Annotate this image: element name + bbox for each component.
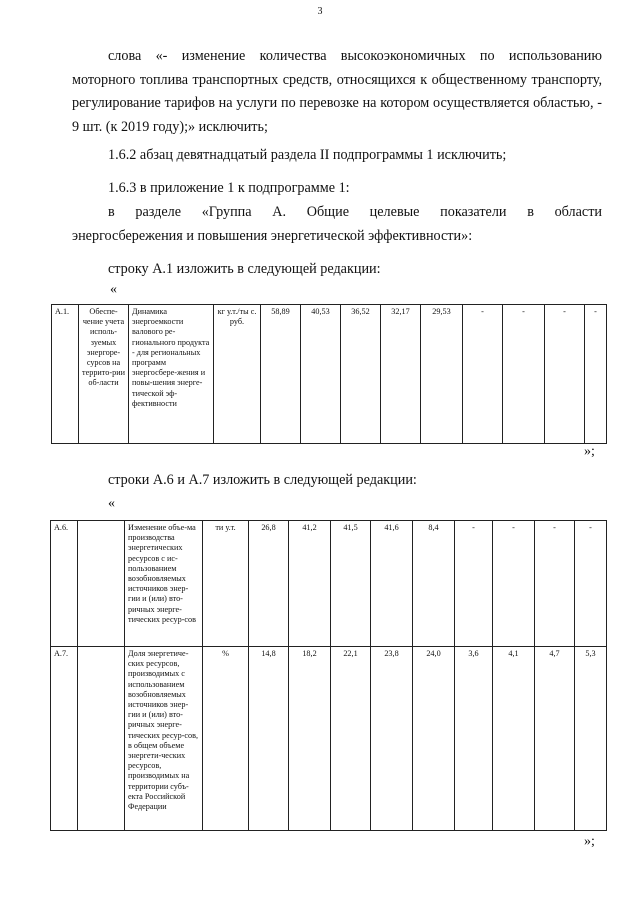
value-cell: 24,0 xyxy=(413,647,455,831)
word: Общие xyxy=(306,204,349,220)
word: области xyxy=(554,204,602,220)
row-indicator: Доля энергетиче-ских ресурсов, производимых с использованием возобновляемых источников энер-гии и (или) вто-ричных энерге-тических ресур-сов, в общем объеме энергети-ческих ресурсов, производимых на территории субъ-екта Российской Федерации xyxy=(125,647,203,831)
row-indicator: Динамика энергоемкости валового ре-гионального продукта - для региональных программ энергосбере-жения и повы-шения энерге-тической эф-фективности xyxy=(129,305,214,444)
value-cell: - xyxy=(575,521,607,647)
value-cell: - xyxy=(535,521,575,647)
value-cell: 18,2 xyxy=(289,647,331,831)
value-cell: - xyxy=(463,305,503,444)
value-cell: 14,8 xyxy=(249,647,289,831)
table-row xyxy=(51,521,607,647)
table-row-a1 xyxy=(51,304,607,444)
value-cell: 58,89 xyxy=(261,305,301,444)
row-code: А.6. xyxy=(51,521,78,647)
table-row xyxy=(51,647,607,831)
paragraph-1-6-3: 1.6.3 в приложение 1 к подпрограмме 1: xyxy=(108,180,350,196)
value-cell: - xyxy=(545,305,585,444)
value-cell: 41,6 xyxy=(371,521,413,647)
value-cell: - xyxy=(493,521,535,647)
paragraph-exclusion: слова «- изменение количества высокоэкономичных по использованию моторного топлива транспортных средств, относящихся к общественному транспорту, регулирование тарифов на услуги по перевозке на котором осуществляется областью, - 9 шт. (к 2019 году);» исключить; xyxy=(72,48,602,135)
table-row xyxy=(52,305,607,444)
value-cell: 36,52 xyxy=(341,305,381,444)
value-cell: 26,8 xyxy=(249,521,289,647)
row-unit: % xyxy=(203,647,249,831)
value-cell: 4,7 xyxy=(535,647,575,831)
paragraph-section-rest: энергосбережения и повышения энергетической эффективности»: xyxy=(72,227,473,244)
paragraph-row-a1: строку А.1 изложить в следующей редакции: xyxy=(108,261,381,277)
paragraph-section-first-line xyxy=(108,201,602,225)
value-cell: 5,3 xyxy=(575,647,607,831)
row-goal xyxy=(78,647,125,831)
row-goal xyxy=(78,521,125,647)
value-cell: 29,53 xyxy=(421,305,463,444)
close-quote: »; xyxy=(584,444,595,459)
value-cell: - xyxy=(455,521,493,647)
word: «Группа xyxy=(201,204,252,220)
word: в xyxy=(527,204,534,220)
word: А. xyxy=(272,204,287,220)
value-cell: 32,17 xyxy=(381,305,421,444)
value-cell: 23,8 xyxy=(371,647,413,831)
paragraph-1-6-2: 1.6.2 абзац девятнадцатый раздела II подпрограммы 1 исключить; xyxy=(108,147,507,163)
paragraph-section-group-a xyxy=(72,201,602,248)
word: разделе xyxy=(135,204,182,220)
value-cell: 8,4 xyxy=(413,521,455,647)
value-cell: - xyxy=(503,305,545,444)
row-unit: ти у.т. xyxy=(203,521,249,647)
value-cell: 41,2 xyxy=(289,521,331,647)
row-indicator: Изменение объе-ма производства энергетических ресурсов с ис-пользованием возобновляемых источников энер-гии и (или) вто-ричных энерге-тических ресур-сов xyxy=(125,521,203,647)
page-number: 3 xyxy=(317,6,323,17)
paragraph-rows-a6-a7: строки А.6 и А.7 изложить в следующей редакции: xyxy=(108,472,417,488)
open-quote: « xyxy=(110,282,117,297)
word: показатели xyxy=(440,204,507,220)
word: в xyxy=(108,204,115,220)
row-code: А.7. xyxy=(51,647,78,831)
table-rows-a6-a7 xyxy=(50,520,607,831)
value-cell: 40,53 xyxy=(301,305,341,444)
row-goal: Обеспе-чение учета исполь-зуемых энергоре-сурсов на террито-рии об-ласти xyxy=(79,305,129,444)
value-cell: - xyxy=(585,305,607,444)
value-cell: 4,1 xyxy=(493,647,535,831)
row-code: А.1. xyxy=(52,305,79,444)
value-cell: 41,5 xyxy=(331,521,371,647)
value-cell: 22,1 xyxy=(331,647,371,831)
row-unit: кг у.т./ты с. руб. xyxy=(214,305,261,444)
word: целевые xyxy=(369,204,420,220)
open-quote: « xyxy=(108,496,115,511)
close-quote: »; xyxy=(584,834,595,849)
value-cell: 3,6 xyxy=(455,647,493,831)
